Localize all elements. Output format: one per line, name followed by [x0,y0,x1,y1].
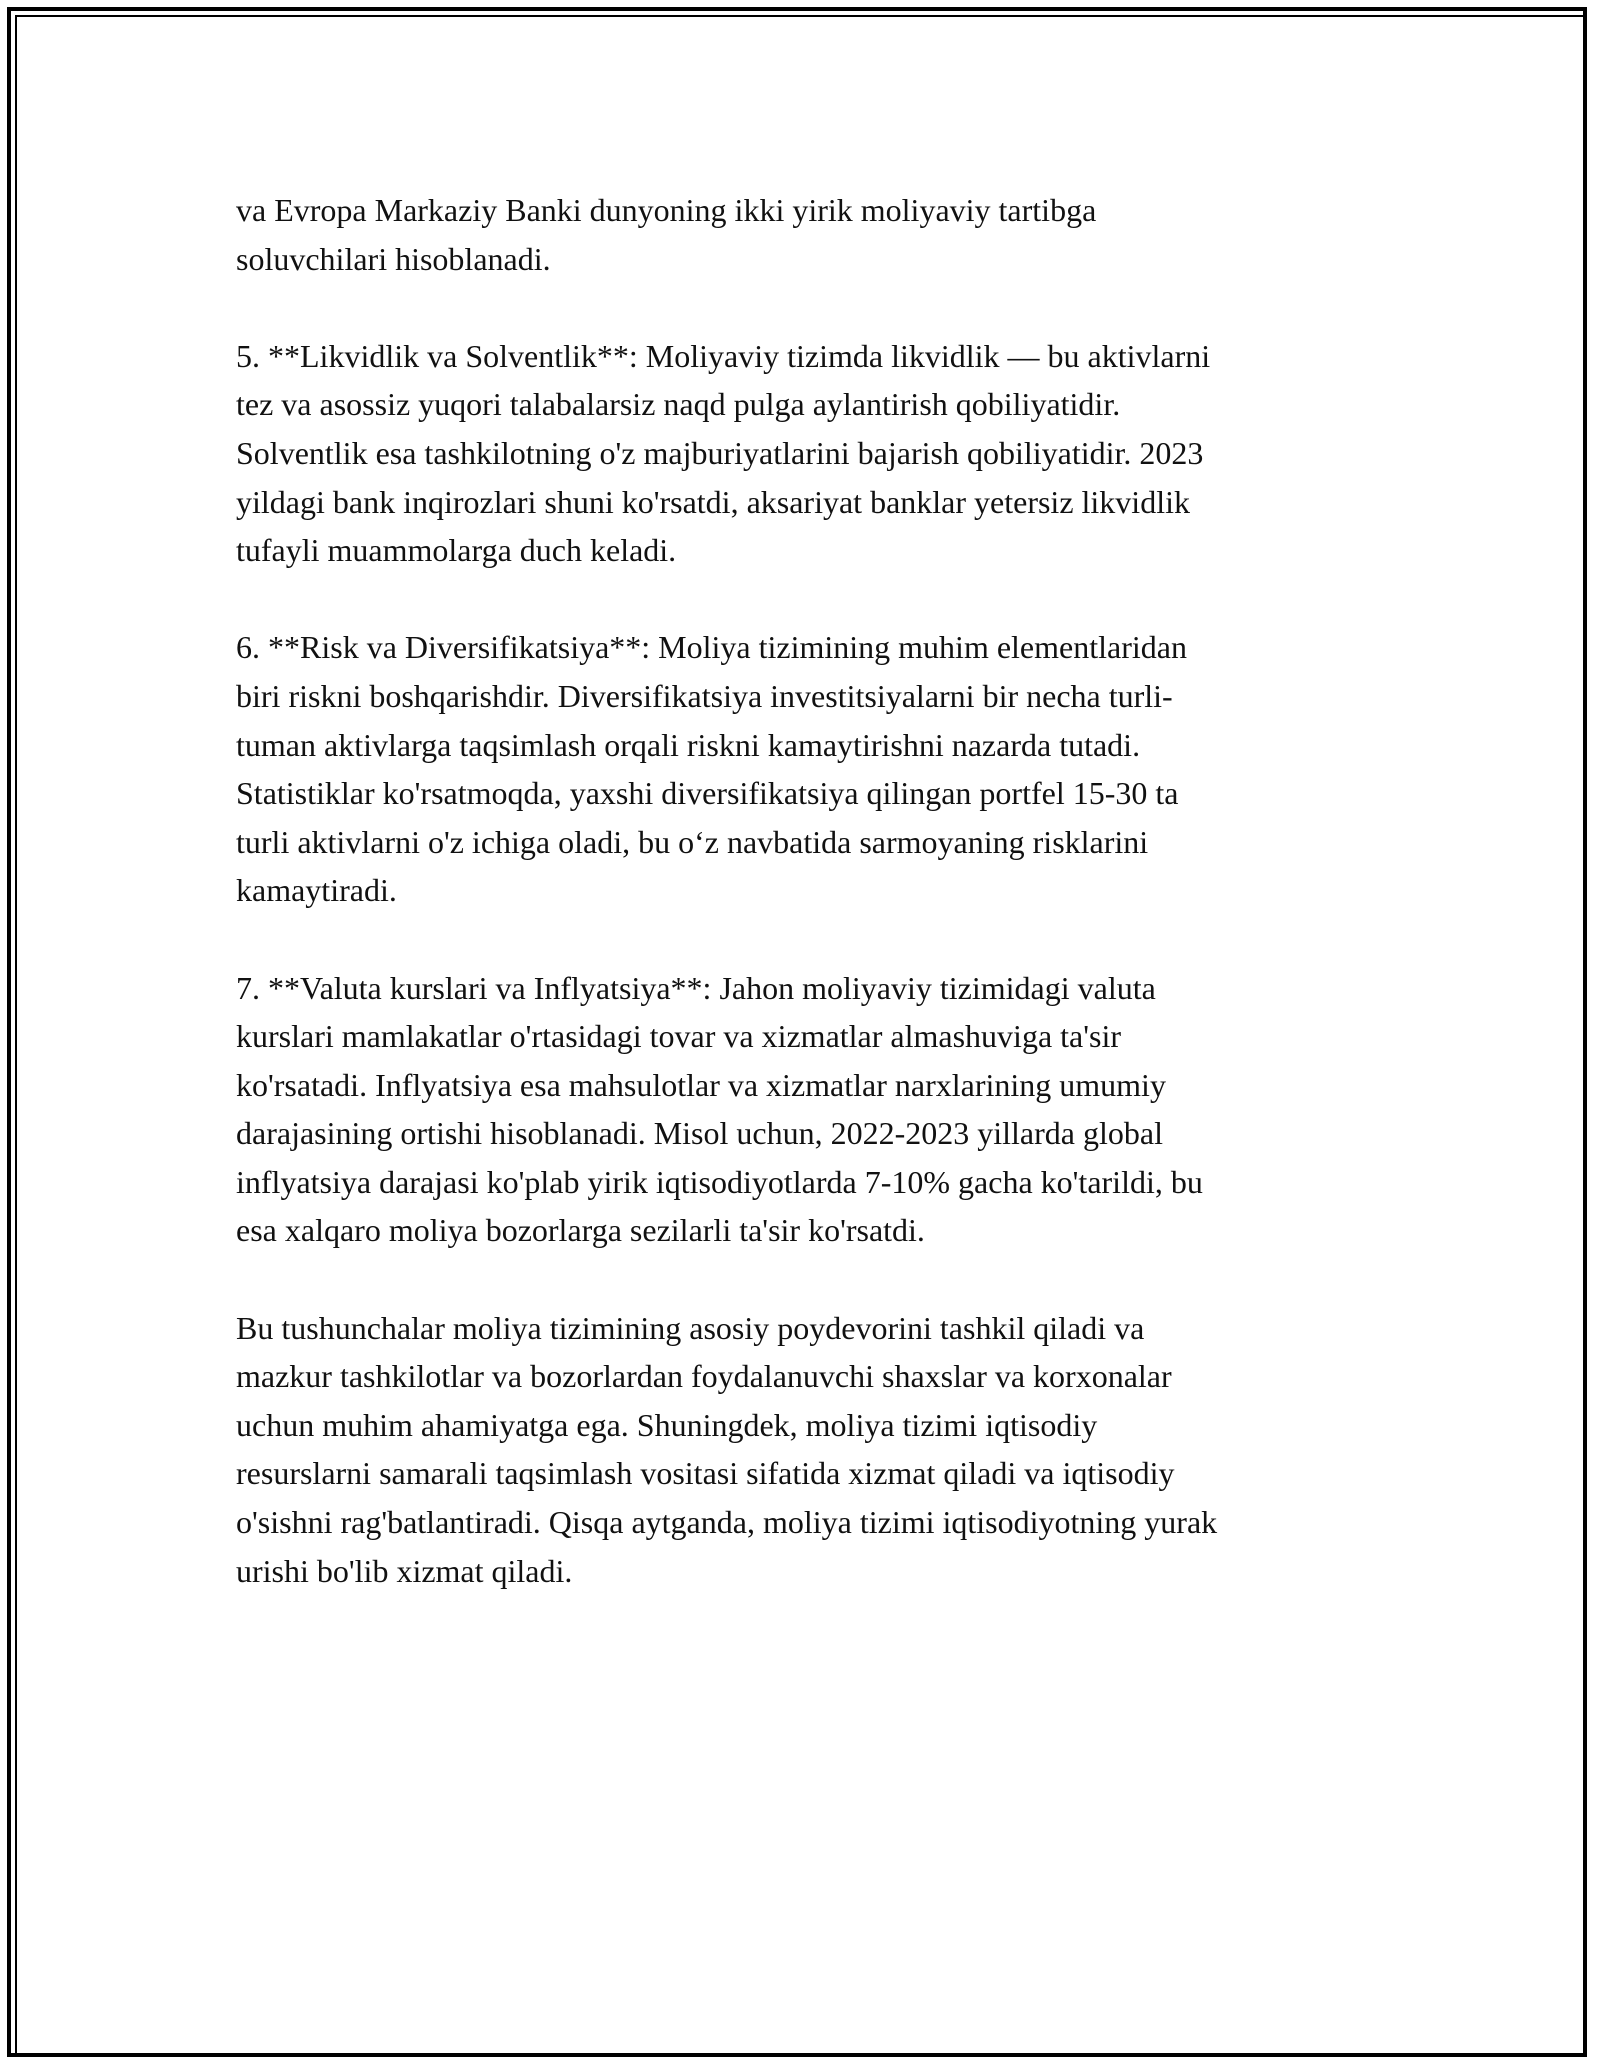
document-body [236,186,1376,1644]
paragraph-liquidity-solvency: 5. **Likvidlik va Solventlik**: Moliyaviy tizimda likvidlik — bu aktivlarni tez va asossiz yuqori talabalarsiz naqd pulga aylantirish qobiliyatidir. Solventlik esa tashkilotning o'z majburiyatlarini bajarish qobiliyatidir. 2023 yildagi bank inqirozlari shuni ko'rsatdi, aksariyat banklar yetersiz likvidlik tufayli muammolarga duch keladi. [236,337,1211,569]
paragraph-intro-continuation: va Evropa Markaziy Banki dunyoning ikki yirik moliyaviy tartibga soluvchilari hisoblanadi. [236,192,1097,277]
paragraph-conclusion: Bu tushunchalar moliya tizimining asosiy poydevorini tashkil qiladi va mazkur tashkilotlar va bozorlardan foydalanuvchi shaxslar va korxonalar uchun muhim ahamiyatga ega. Shuningdek, moliya tizimi iqtisodiy resurslarni samarali taqsimlash vositasi sifatida xizmat qiladi va iqtisodiy o'sishni rag'batlantiradi. Qisqa aytganda, moliya tizimi iqtisodiyotning yurak urishi bo'lib xizmat qiladi. [236,1309,1218,1589]
paragraph-risk-diversification: 6. **Risk va Diversifikatsiya**: Moliya tizimining muhim elementlaridan biri riskni boshqarishdir. Diversifikatsiya investitsiyalarni bir necha turli- tuman aktivlarga taqsimlash orqali riskni kamaytirishni nazarda tutadi. Statistiklar ko'rsatmoqda, yaxshi diversifikatsiya qilingan portfel 15-30 ta turli aktivlarni o'z ichiga oladi, bu o‘z navbatida sarmoyaning risklarini kamaytiradi. [236,629,1187,909]
paragraph-currency-inflation: 7. **Valuta kurslari va Inflyatsiya**: Jahon moliyaviy tizimidagi valuta kurslari mamlakatlar o'rtasidagi tovar va xizmatlar almashuviga ta'sir ko'rsatadi. Inflyatsiya esa mahsulotlar va xizmatlar narxlarining umumiy darajasining ortishi hisoblanadi. Misol uchun, 2022-2023 yillarda global inflyatsiya darajasi ko'plab yirik iqtisodiyotlarda 7-10% gacha ko'tarildi, bu esa xalqaro moliya bozorlarga sezilarli ta'sir ko'rsatdi. [236,969,1203,1249]
